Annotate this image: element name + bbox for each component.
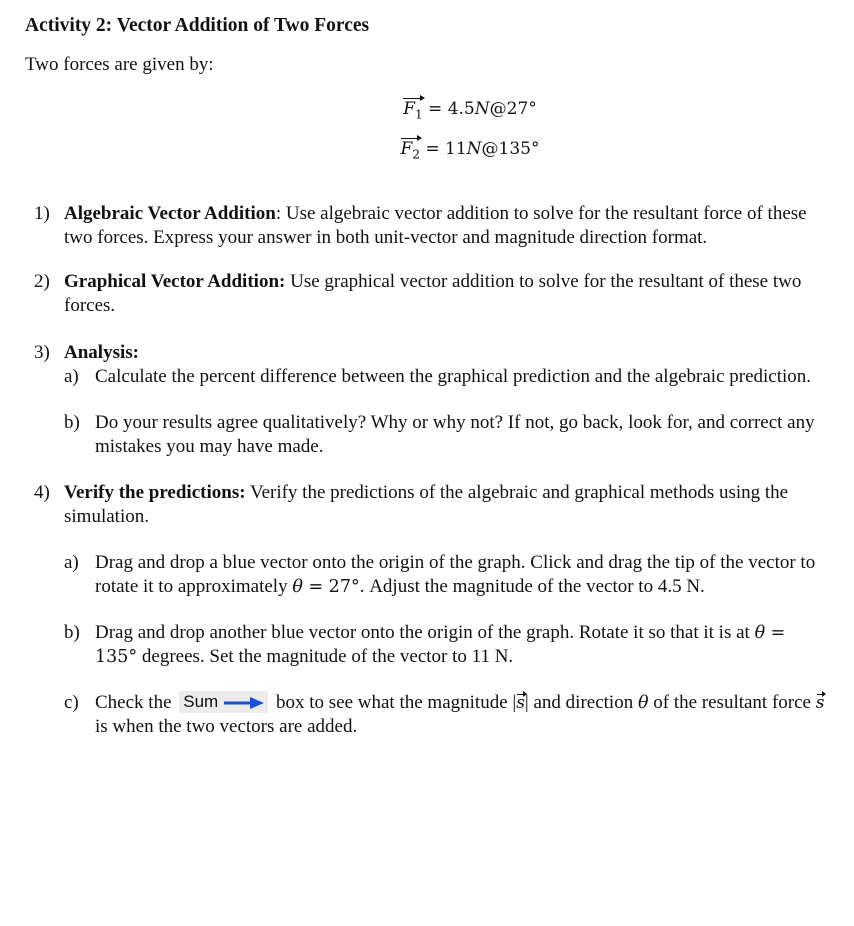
question-number: 4) — [34, 482, 50, 503]
theta-symbol: θ — [637, 693, 649, 713]
subquestion-4c: c) Check the Sum box to see what the magnitude |s| and direction θ of the resultant force s is when the two vectors are added. — [64, 692, 825, 737]
vector-f2-symbol: $F_2$ — [401, 129, 420, 169]
sum-checkbox-label: Sum — [179, 691, 268, 713]
subquestion-letter: a) — [64, 552, 79, 573]
s-vector-symbol: s — [815, 693, 825, 713]
theta-135-math: θ = 135° — [95, 623, 786, 667]
question-2 — [25, 270, 825, 318]
question-heading: Graphical Vector Addition: — [64, 271, 286, 292]
activity-title: Activity 2: Vector Addition of Two Forces — [25, 15, 370, 36]
question-text: : Use algebraic vector addition to solve for the resultant force of these two forces. Express your answer in both unit-vector and magnitude direction format. — [64, 203, 807, 248]
question-heading: Analysis: — [64, 342, 139, 363]
subquestion-3b — [64, 411, 825, 459]
intro-text: Two forces are given by: — [25, 54, 214, 75]
question-4 — [25, 481, 825, 739]
subquestion-letter: b) — [64, 622, 80, 643]
s-vector-symbol: s — [516, 693, 525, 713]
subquestion-letter: a) — [64, 366, 79, 387]
subquestion-letter: c) — [64, 692, 79, 713]
question-text: Use graphical vector addition to solve for the resultant of these two forces. — [64, 271, 802, 316]
subquestion-4a: a) Drag and drop a blue vector onto the origin of the graph. Click and drag the tip of the vector to rotate it to approximately θ = 27°. Adjust the magnitude of the vector to 4.5 N. — [64, 552, 816, 597]
question-1 — [25, 202, 825, 250]
equation-f1: $F_1$ = 4.5N@27° — [115, 89, 825, 129]
question-heading: Verify the predictions: — [64, 482, 246, 503]
subquestion-letter: b) — [64, 412, 80, 433]
theta-27-math: θ = 27° — [292, 577, 360, 597]
equation-f2: $F_2$ = 11N@135° — [115, 129, 825, 169]
subquestion-3a — [64, 365, 825, 389]
document-page — [25, 14, 825, 739]
subquestion-text: Do your results agree qualitatively? Why or why not? If not, go back, look for, and correct any mistakes you may have made. — [95, 412, 815, 457]
question-text: Verify the predictions of the algebraic and graphical methods using the simulation. — [64, 482, 789, 527]
question-number: 1) — [34, 203, 50, 224]
question-3 — [25, 341, 825, 459]
sum-arrow-icon — [224, 696, 264, 710]
question-number: 3) — [34, 342, 50, 363]
question-number: 2) — [34, 271, 50, 292]
subquestion-4b: b) Drag and drop another blue vector onto the origin of the graph. Rotate it so that it is at θ = 135° degrees. Set the magnitude of the vector to 11 N. — [64, 622, 786, 667]
question-heading: Algebraic Vector Addition — [64, 203, 276, 224]
force-equations — [115, 89, 825, 169]
vector-f1-symbol: $F_1$ — [403, 89, 422, 129]
subquestion-text: Calculate the percent difference between the graphical prediction and the algebraic prediction. — [95, 366, 812, 387]
